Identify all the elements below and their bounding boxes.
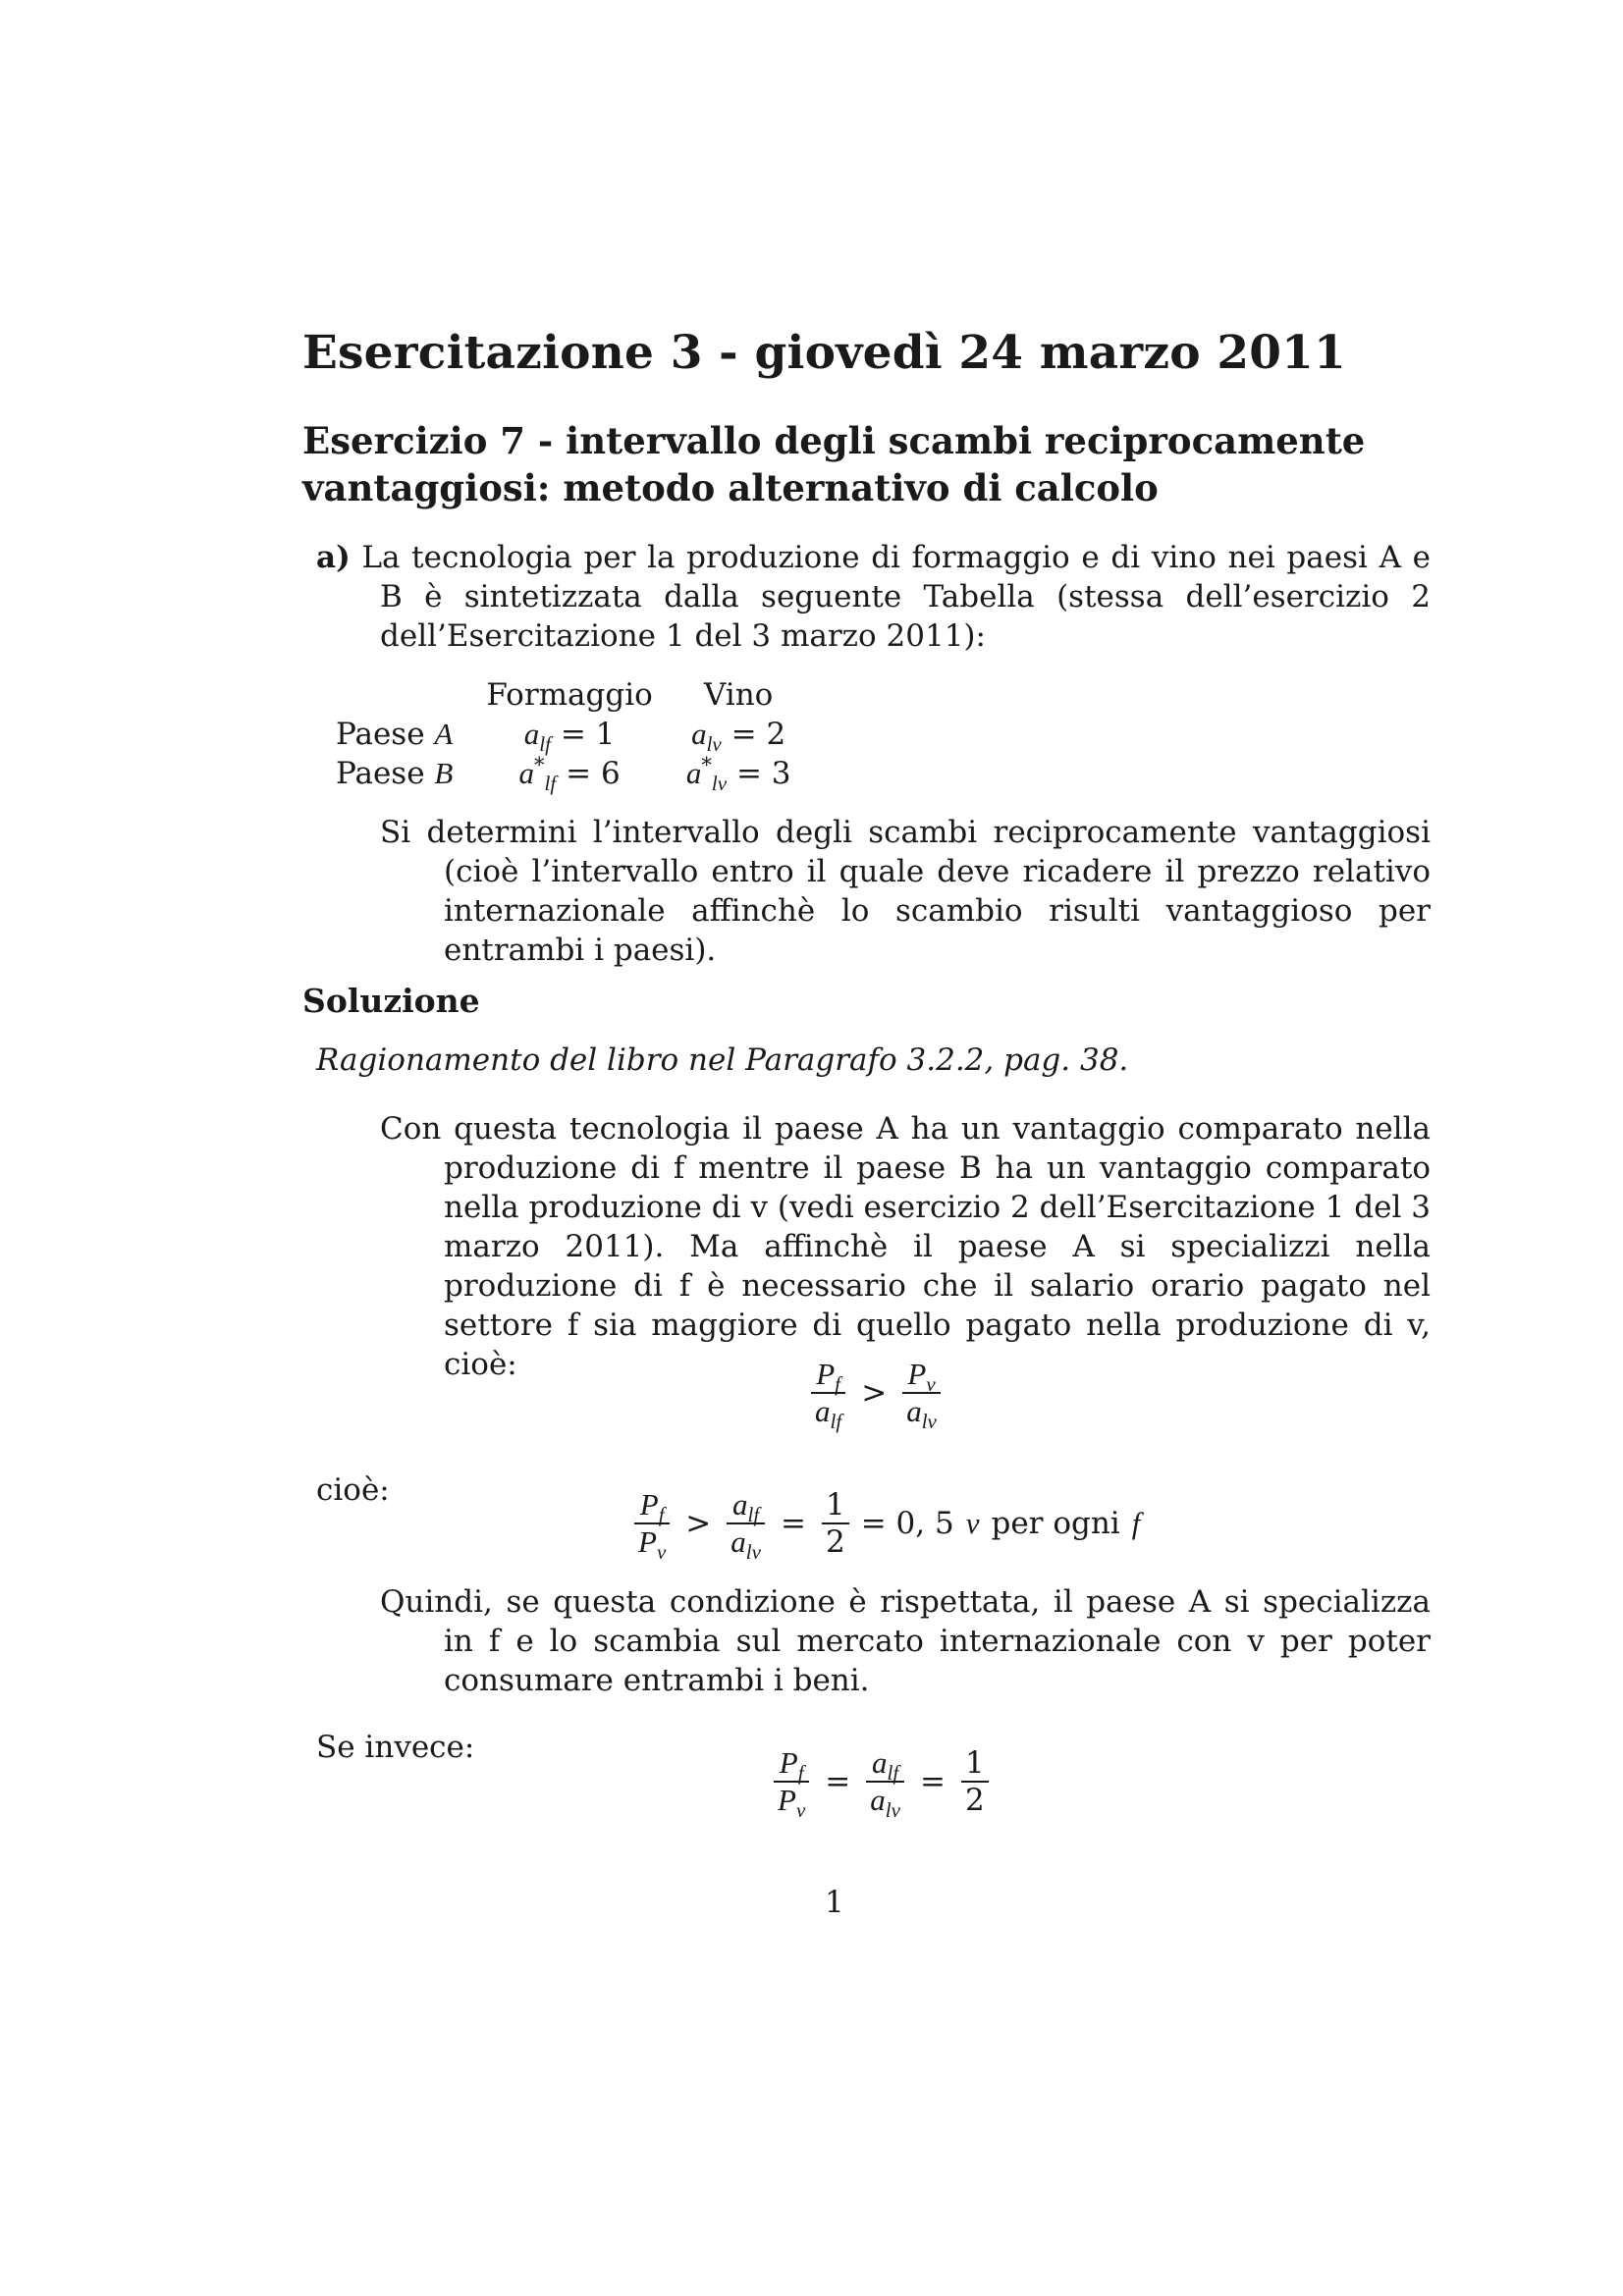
col-header-formaggio: Formaggio (486, 677, 653, 713)
se-invece-label: Se invece: (316, 1730, 475, 1765)
table-header-row (324, 675, 813, 715)
section-heading: Esercizio 7 - intervallo degli scambi reciprocamente vantaggiosi: metodo alternativo di calcolo (302, 419, 1366, 509)
table-row (324, 754, 813, 793)
fraction: $\frac{P_f}{P_v}$ (634, 1487, 670, 1560)
book-reference: Ragionamento del libro nel Paragrafo 3.2.2, pag. 38. (316, 1042, 1129, 1078)
fraction: $\frac{P_f}{a_{lf}}$ (811, 1357, 845, 1429)
table-cell: $a^*_{lf} = 6$ (518, 752, 621, 796)
fraction: $\frac{P_v}{a_{lv}}$ (902, 1357, 941, 1429)
table-cell: $a_{lv} = 2$ (691, 717, 786, 757)
item-label: a) (316, 540, 351, 575)
fraction: $\frac{P_f}{P_v}$ (774, 1745, 809, 1818)
cioe-label: cioè: (316, 1472, 390, 1508)
solution-heading: Soluzione (302, 982, 480, 1020)
equation-1 (805, 1357, 947, 1434)
page-number: 1 (825, 1885, 844, 1920)
technology-table (324, 675, 813, 796)
paragraph-2: Quindi, se questa condizione è rispettata, il paese A si specializza in f e lo scambia sul mercato internazionale con v per poter consumare entrambi i beni. (380, 1584, 1431, 1698)
fraction: $\frac{1}{2}$ (822, 1487, 849, 1560)
table-cell: $a_{lf} = 1$ (523, 717, 616, 757)
col-header-vino: Vino (703, 677, 774, 713)
table-cell: $a^*_{lv} = 3$ (685, 752, 791, 796)
fraction: $\frac{1}{2}$ (961, 1745, 989, 1818)
row-label: Paese A (336, 717, 454, 752)
fraction: $\frac{a_{lf}}{a_{lv}}$ (727, 1487, 765, 1560)
item-text: La tecnologia per la produzione di formaggio e di vino nei paesi A e B è sintetizzata dalla seguente Tabella (stessa dell’esercizio 2 dell’Esercitazione 1 del 3 marzo 2011): (361, 540, 1431, 654)
table-row (324, 715, 813, 754)
row-label: Paese B (336, 756, 454, 791)
page-title: Esercitazione 3 - giovedì 24 marzo 2011 (302, 326, 1346, 380)
fraction: $\frac{a_{lf}}{a_{lv}}$ (866, 1745, 904, 1818)
operator: > (861, 1375, 888, 1411)
equation-3: $\frac{P_f}{P_v}$ = $\frac{a_{lf}}{a_{lv}}$ = $\frac{1}{2}$ (768, 1745, 995, 1818)
paragraph-1: Con questa tecnologia il paese A ha un vantaggio comparato nella produzione di f mentre il paese B ha un vantaggio comparato nella produzione di v (vedi esercizio 2 dell’Esercitazione 1 del 3 marzo 2011). Ma affinchè il paese A si specializzi nella produzione di f è necessario che il salario orario pagato nel settore f sia maggiore di quello pagato nella produzione di v, cioè: (380, 1111, 1431, 1382)
item-a (316, 538, 1431, 656)
question-text: Si determini l’intervallo degli scambi reciprocamente vantaggiosi (cioè l’intervallo entro il quale deve ricadere il prezzo relativo internazionale affinchè lo scambio risulti vantaggioso per entrambi i paesi). (380, 815, 1431, 968)
equation-2: $\frac{P_f}{P_v}$ > $\frac{a_{lf}}{a_{lv}}$ = $\frac{1}{2}$ = 0, 5 v per ogni f (628, 1487, 1140, 1560)
